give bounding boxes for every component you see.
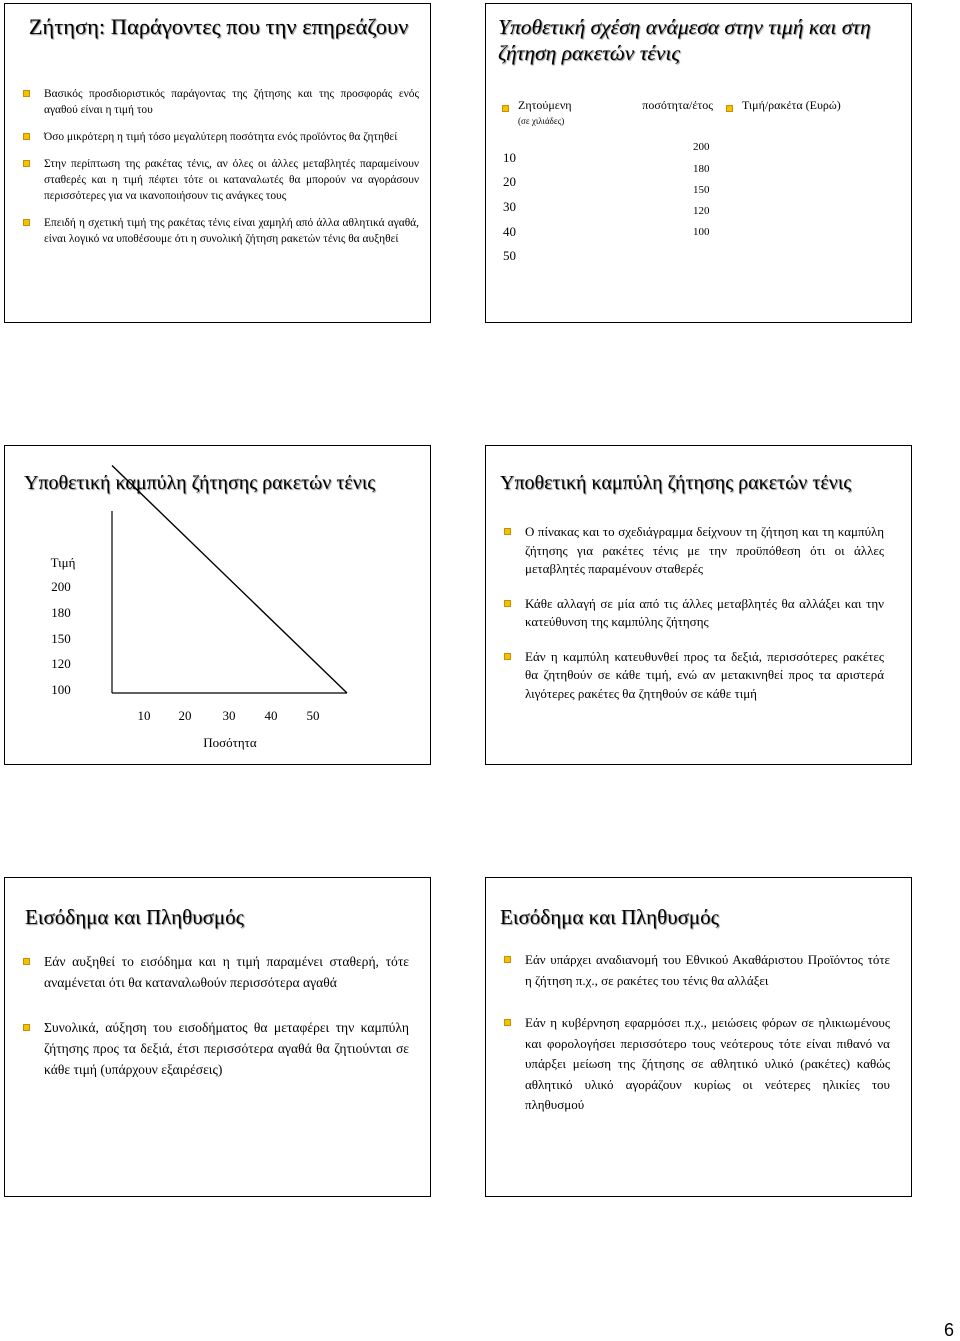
bullet-square-icon [504, 528, 511, 535]
bullet-item: Στην περίπτωση της ρακέτας τένις, αν όλες οι άλλες μεταβλητές παραμείνουν σταθερές και η τιμή πέφτει τότε οι καταναλωτές θα μπορούν να αγοράσουν περισσότερες για να ικανοποιήσουν τις ανάγκες τους [17, 156, 419, 204]
quantity-value: 30 [503, 199, 516, 214]
bullet-item: Κάθε αλλαγή σε μία από τις άλλες μεταβλητές θα αλλάξει και την κατεύθυνση της καμπύλης ζήτησης [498, 595, 884, 632]
bullet-square-icon [502, 105, 509, 112]
bullet-square-icon [23, 160, 30, 167]
page-number: 6 [944, 1320, 955, 1340]
x-tick-label: 10 [137, 708, 151, 723]
price-value: 150 [693, 184, 710, 196]
quantity-value: 10 [503, 150, 516, 165]
slide-title: Υποθετική καμπύλη ζήτησης ρακετών τένις [24, 472, 376, 494]
price-value: 100 [693, 226, 710, 238]
bullet-square-icon [23, 90, 30, 97]
bullet-square-icon [23, 133, 30, 140]
bullet-item: Συνολικά, αύξηση του εισοδήματος θα μεταφέρει την καμπύλη ζήτησης προς τα δεξιά, έτσι περισσότερα αγαθά θα ζητιούνται σε κάθε τιμή (υπάρχουν εξαιρέσεις) [17, 1017, 409, 1080]
slide-demand-curve-notes [485, 445, 912, 765]
slide-title: Ζήτηση: Παράγοντες που την επηρεάζουν [28, 14, 409, 39]
y-tick-label: 150 [51, 631, 71, 646]
slide-demand-curve-chart [4, 445, 431, 765]
bullet-square-icon [23, 219, 30, 226]
bullet-square-icon [504, 1019, 511, 1026]
x-axis-title: Ποσότητα [203, 735, 257, 750]
slide-demand-factors [4, 3, 431, 323]
bullet-square-icon [504, 956, 511, 963]
bullet-square-icon [726, 105, 733, 112]
bullet-item: Βασικός προσδιοριστικός παράγοντας της ζήτησης και της προσφοράς ενός αγαθού είναι η τιμή του [17, 86, 419, 118]
y-tick-label: 200 [51, 579, 71, 594]
bullet-square-icon [504, 653, 511, 660]
slide-title: Εισόδημα και Πληθυσμός [25, 905, 244, 929]
price-value: 180 [693, 163, 710, 175]
x-tick-label: 50 [306, 708, 320, 723]
slide-title: Υποθετική σχέση ανάμεσα στην τιμή και στη ζήτηση ρακετών τένις [498, 15, 871, 65]
bullet-item: Εάν αυξηθεί το εισόδημα και η τιμή παραμένει σταθερή, τότε αναμένεται ότι θα καταναλωθούν περισσότερα αγαθά [17, 951, 409, 993]
demand-curve-chart [5, 446, 430, 764]
x-tick-label: 40 [264, 708, 278, 723]
quantity-value: 40 [503, 224, 516, 239]
bullet-item: Εάν η κυβέρνηση εφαρμόσει π.χ., μειώσεις φόρων σε ηλικιωμένους και φορολογήσει περισσότερο τους νεότερους τότε είναι πιθανό να υπάρξει μείωση της ζήτησης σε αθλητικό υλικό (ρακέτες) καθώς αθλητικό υλικό αγοράζουν κυρίως οι νεότερες ηλικίες του πληθυσμού [498, 1013, 890, 1116]
bullet-square-icon [23, 1024, 30, 1031]
slide-price-demand-table [485, 3, 912, 323]
bullet-item: Επειδή η σχετική τιμή της ρακέτας τένις είναι χαμηλή από άλλα αθλητικά αγαθά, είναι λογικό να υποθέσουμε ότι η συνολική ζήτηση ρακετών τένις θα αυξηθεί [17, 215, 419, 247]
quantity-column-subheader: (σε χιλιάδες) [518, 116, 565, 126]
price-value: 200 [693, 141, 710, 153]
quantity-value: 50 [503, 248, 516, 263]
slide-income-population-2 [485, 877, 912, 1197]
bullet-list [498, 950, 890, 1132]
bullet-item: Ο πίνακας και το σχεδιάγραμμα δείχνουν τη ζήτηση και τη καμπύλη ζήτησης για ρακέτες τένις με την προϋπόθεση ότι οι άλλες μεταβλητές παραμένουν σταθερές [498, 523, 884, 579]
y-axis-title: Τιμή [50, 555, 76, 570]
price-value: 120 [693, 205, 710, 217]
y-tick-label: 180 [51, 605, 71, 620]
bullet-item: Εάν υπάρχει αναδιανομή του Εθνικού Ακαθάριστου Προϊόντος τότε η ζήτηση π.χ., σε ρακέτες του τένις θα αλλάξει [498, 950, 890, 991]
demand-curve-line [112, 466, 347, 694]
x-tick-label: 20 [178, 708, 192, 723]
slide-title: Υποθετική καμπύλη ζήτησης ρακετών τένις [500, 472, 852, 494]
bullet-list [17, 951, 409, 1104]
quantity-column-header: Ζητούμενη ποσότητα/έτος [518, 98, 713, 112]
bullet-square-icon [504, 600, 511, 607]
slide-title: Εισόδημα και Πληθυσμός [500, 905, 719, 929]
y-tick-label: 120 [51, 656, 71, 671]
x-tick-label: 30 [222, 708, 236, 723]
bullet-list [498, 523, 884, 719]
quantity-value: 20 [503, 174, 516, 189]
y-tick-label: 100 [51, 682, 71, 697]
bullet-item: Εάν η καμπύλη κατευθυνθεί προς τα δεξιά, περισσότερες ρακέτες θα ζητηθούν σε κάθε τιμή, ενώ αν μετακινηθεί προς τα αριστερά λιγότερες ρακέτες θα ζητηθούν σε κάθε τιμή [498, 648, 884, 704]
price-column-header: Τιμή/ρακέτα (Ευρώ) [742, 98, 841, 112]
bullet-item: Όσο μικρότερη η τιμή τόσο μεγαλύτερη ποσότητα ενός προϊόντος θα ζητηθεί [17, 129, 419, 145]
slide-income-population-1 [4, 877, 431, 1197]
bullet-list [17, 86, 419, 258]
bullet-square-icon [23, 958, 30, 965]
